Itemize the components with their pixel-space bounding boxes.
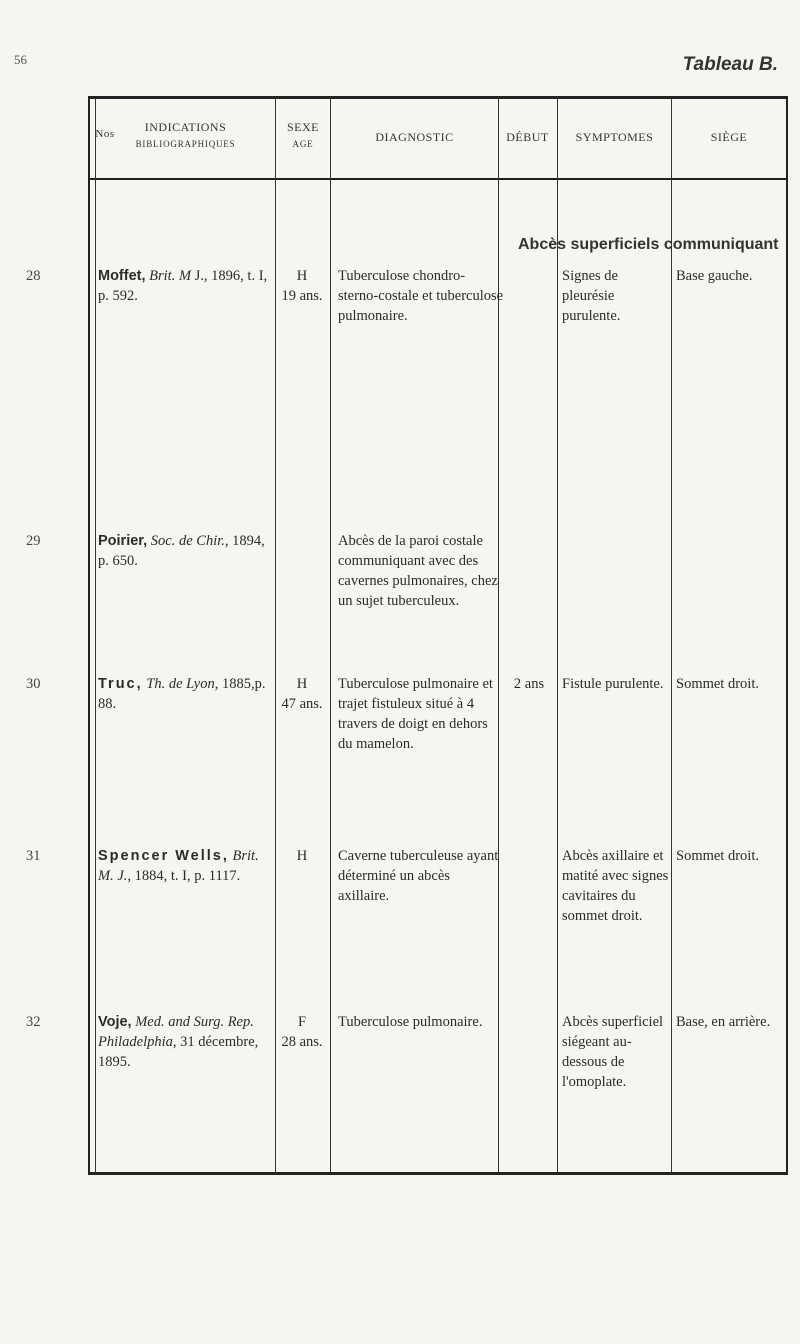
source-italic: Th. de Lyon, (146, 676, 219, 692)
divider-num (95, 99, 96, 1173)
author: Truc, (98, 676, 143, 692)
siege: Base, en arrière. (676, 1014, 771, 1030)
age: 28 ans. (281, 1034, 323, 1050)
sex-age (276, 1012, 328, 1052)
author: Voje, (98, 1014, 132, 1030)
bibliography (98, 674, 274, 714)
source-rest: 31 décembre, 1895. (98, 1034, 259, 1070)
row-number: 30 (26, 676, 41, 692)
sex-age (276, 674, 328, 714)
header-bottom-rule (88, 178, 788, 180)
left-border (88, 96, 90, 1174)
header-indications-sub: BIBLIOGRAPHIQUES (135, 139, 236, 149)
source-rest: J., 1896, t. I, p. 592. (98, 268, 268, 304)
author: Poirier, (98, 533, 148, 549)
bibliography (98, 266, 274, 306)
header-indications-label: INDICATIONS (144, 120, 227, 134)
sex: H (296, 676, 308, 692)
source-italic: Soc. de Chir., (150, 533, 229, 549)
header-diagnostic: DIAGNOSTIC (375, 130, 454, 144)
symptomes: Abcès superficiel siégeant au-dessous de l'omoplate. (562, 1014, 664, 1090)
siege: Base gauche. (676, 268, 753, 284)
bottom-rule (88, 1172, 788, 1175)
symptomes: Signes de pleurésie purulente. (562, 268, 621, 324)
symptomes: Fistule purulente. (562, 676, 664, 692)
diagnostic: Tuberculose chondro-sterno-costale et tuberculose pulmonaire. (338, 268, 504, 324)
age: 47 ans. (281, 696, 323, 712)
source-rest: 1885,p. 88. (98, 676, 266, 712)
row-number: 28 (26, 268, 41, 284)
sex-age (276, 846, 328, 866)
header-debut: DÉBUT (506, 130, 549, 144)
row-number: 31 (26, 848, 41, 864)
diagnostic: Tuberculose pulmonaire et trajet fistuleux situé à 4 travers de doigt en dehors du mamelon. (338, 676, 493, 752)
bibliography (98, 1012, 274, 1072)
page-title: Tableau B. (682, 54, 778, 75)
source-rest: 1884, t. I, p. 1117. (134, 868, 241, 884)
divider-sex (330, 99, 331, 1173)
source-italic: Brit. M. J., (98, 848, 259, 884)
header-indications (96, 120, 275, 149)
bibliography (98, 846, 274, 886)
debut: 2 ans (513, 676, 545, 692)
diagnostic: Caverne tuberculeuse ayant déterminé un abcès axillaire. (338, 848, 499, 904)
header-sexe (276, 120, 330, 149)
bibliography (98, 531, 274, 571)
section-title: Abcès superficiels communiquant (518, 236, 779, 253)
sex: H (296, 268, 308, 284)
page-number: 56 (14, 52, 27, 67)
divider-symp (671, 99, 672, 1173)
author: Moffet, (98, 268, 146, 284)
header-symptomes: SYMPTOMES (575, 130, 654, 144)
symptomes: Abcès axillaire et matité avec signes cavitaires du sommet droit. (562, 848, 669, 924)
diagnostic: Abcès de la paroi costale communiquant avec des cavernes pulmonaires, chez un sujet tuberculeux. (338, 533, 498, 609)
header-sexe-sub: AGE (292, 139, 314, 149)
source-italic: Med. and Surg. Rep. Philadelphia, (98, 1014, 254, 1050)
age: 19 ans. (281, 288, 323, 304)
sex: F (297, 1014, 307, 1030)
siege: Sommet droit. (676, 676, 759, 692)
siege: Sommet droit. (676, 848, 759, 864)
diagnostic: Tuberculose pulmonaire. (338, 1014, 483, 1030)
header-num: Nos (95, 128, 115, 140)
row-number: 29 (26, 533, 41, 549)
divider-debut (557, 99, 558, 1173)
row-number: 32 (26, 1014, 41, 1030)
sex-age (276, 266, 328, 306)
sex: H (296, 848, 308, 864)
header-sexe-label: SEXE (287, 120, 319, 134)
source-rest: 1894, p. 650. (98, 533, 265, 569)
author: Spencer Wells, (98, 848, 229, 864)
top-rule (88, 96, 788, 99)
header-siege: SIÈGE (710, 130, 748, 144)
source-italic: Brit. M (149, 268, 192, 284)
